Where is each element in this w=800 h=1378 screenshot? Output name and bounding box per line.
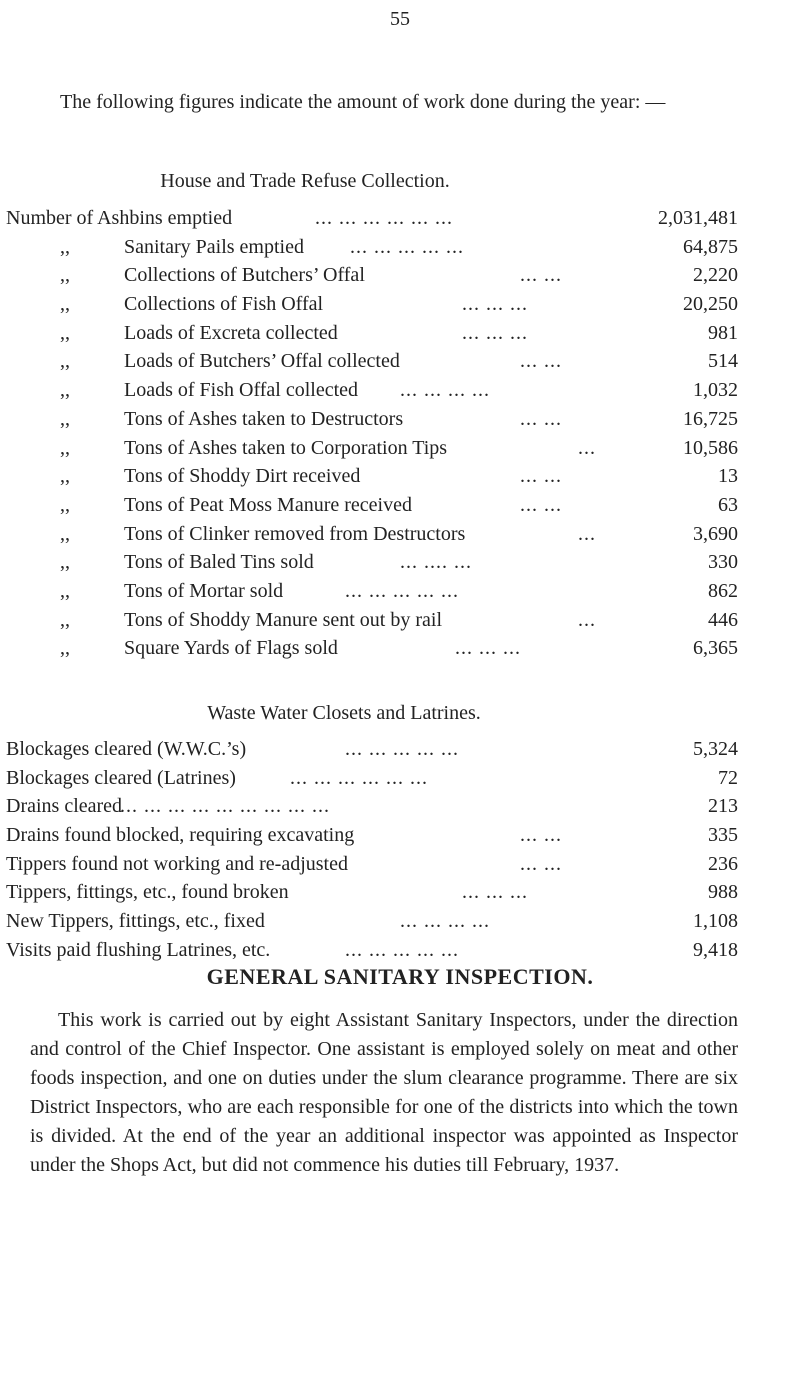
leader-dots: ... .... ... — [400, 551, 472, 574]
leader-dots: ... ... — [520, 493, 562, 516]
page-number: 55 — [390, 8, 410, 30]
leader-dots: ... ... — [520, 465, 562, 488]
table-row — [0, 606, 800, 635]
table-row — [0, 462, 800, 491]
leader-dots: ... ... — [520, 264, 562, 287]
leader-dots: ... ... ... — [462, 293, 528, 316]
leader-dots: ... ... ... ... — [400, 379, 490, 402]
row-label: Tippers found not working and re-adjusted — [6, 852, 348, 875]
wc-table — [0, 735, 800, 965]
table-row — [0, 491, 800, 520]
table-row — [0, 347, 800, 376]
table-row — [0, 233, 800, 262]
table-row — [0, 936, 800, 965]
row-label: Tippers, fittings, etc., found broken — [6, 881, 289, 904]
row-label: Drains cleared — [6, 795, 123, 818]
row-value: 3,690 — [693, 522, 738, 545]
ditto-mark: ,, — [60, 379, 70, 402]
row-label: Loads of Excreta collected — [124, 321, 338, 344]
table-row — [0, 261, 800, 290]
leader-dots: ... ... ... — [455, 637, 521, 660]
row-value: 20,250 — [683, 293, 738, 316]
row-value: 514 — [708, 350, 738, 373]
leader-dots: ... ... ... ... ... — [350, 235, 464, 258]
ditto-mark: ,, — [60, 522, 70, 545]
row-value: 2,031,481 — [658, 207, 738, 229]
table-row — [0, 850, 800, 879]
leader-dots: ... ... — [520, 852, 562, 875]
row-label: Tons of Baled Tins sold — [124, 551, 314, 574]
row-value: 862 — [708, 579, 738, 602]
leader-dots: ... ... ... ... ... ... — [290, 766, 428, 789]
intro-text: The following figures indicate the amount of work done during the year: — — [60, 91, 666, 113]
row-value: 10,586 — [683, 436, 738, 459]
ditto-mark: ,, — [60, 436, 70, 459]
row-label: Loads of Butchers’ Offal collected — [124, 350, 400, 373]
row-label: Square Yards of Flags sold — [124, 637, 338, 660]
table-row — [0, 792, 800, 821]
row-value: 63 — [718, 493, 738, 516]
row-label: Blockages cleared (W.W.C.’s) — [6, 738, 247, 760]
row-label: Number of Ashbins emptied — [6, 207, 233, 229]
row-label: New Tippers, fittings, etc., fixed — [6, 910, 265, 933]
row-value: 330 — [708, 551, 738, 574]
row-label: Tons of Ashes taken to Destructors — [124, 407, 404, 430]
wc-section-heading: Waste Water Closets and Latrines. — [207, 702, 481, 724]
row-value: 2,220 — [693, 264, 738, 287]
row-label: Tons of Ashes taken to Corporation Tips — [124, 436, 448, 459]
table-row — [0, 434, 800, 463]
row-value: 446 — [708, 608, 738, 631]
row-value: 988 — [708, 881, 738, 904]
table-row — [0, 405, 800, 434]
ditto-mark: ,, — [60, 235, 70, 258]
row-label: Tons of Shoddy Dirt received — [124, 465, 361, 488]
table-row — [0, 319, 800, 348]
table-row — [0, 577, 800, 606]
row-value: 335 — [708, 824, 738, 847]
ditto-mark: ,, — [60, 637, 70, 660]
leader-dots: ... ... ... ... ... — [345, 938, 459, 961]
general-body-text — [30, 1006, 738, 1180]
table-row — [0, 764, 800, 793]
row-value: 72 — [718, 766, 738, 789]
table-row — [0, 290, 800, 319]
row-value: 213 — [708, 795, 738, 818]
leader-dots: ... ... — [520, 407, 562, 430]
row-value: 13 — [718, 465, 738, 488]
leader-dots: ... ... ... — [462, 881, 528, 904]
refuse-table — [0, 204, 800, 663]
row-label: Tons of Shoddy Manure sent out by rail — [124, 608, 443, 631]
general-sanitary-heading: GENERAL SANITARY INSPECTION. — [206, 964, 594, 989]
table-row — [0, 735, 800, 764]
ditto-mark: ,, — [60, 321, 70, 344]
row-value: 6,365 — [693, 637, 738, 660]
row-label: Collections of Butchers’ Offal — [124, 264, 365, 287]
leader-dots: ... ... ... ... ... — [345, 738, 459, 760]
ditto-mark: ,, — [60, 493, 70, 516]
row-label: Loads of Fish Offal collected — [124, 379, 359, 402]
leader-dots: ... ... — [520, 824, 562, 847]
leader-dots: ... ... ... ... ... ... ... ... ... — [120, 795, 330, 818]
ditto-mark: ,, — [60, 551, 70, 574]
ditto-mark: ,, — [60, 579, 70, 602]
row-value: 64,875 — [683, 235, 738, 258]
table-row — [0, 907, 800, 936]
leader-dots: ... ... ... ... — [400, 910, 490, 933]
table-row — [0, 548, 800, 577]
row-value: 9,418 — [693, 938, 738, 961]
table-row — [0, 204, 800, 233]
ditto-mark: ,, — [60, 350, 70, 373]
ditto-mark: ,, — [60, 264, 70, 287]
leader-dots: ... — [578, 436, 596, 459]
row-label: Tons of Clinker removed from Destructors — [124, 522, 466, 545]
ditto-mark: ,, — [60, 465, 70, 488]
leader-dots: ... ... — [520, 350, 562, 373]
refuse-section-heading: House and Trade Refuse Collection. — [160, 170, 450, 192]
table-row — [0, 821, 800, 850]
row-value: 16,725 — [683, 407, 738, 430]
row-value: 236 — [708, 852, 738, 875]
row-value: 5,324 — [693, 738, 738, 760]
row-label: Blockages cleared (Latrines) — [6, 766, 236, 789]
ditto-mark: ,, — [60, 407, 70, 430]
ditto-mark: ,, — [60, 608, 70, 631]
table-row — [0, 878, 800, 907]
leader-dots: ... ... ... — [462, 321, 528, 344]
row-value: 981 — [708, 321, 738, 344]
leader-dots: ... ... ... ... ... — [345, 579, 459, 602]
row-label: Tons of Mortar sold — [124, 579, 284, 602]
row-label: Collections of Fish Offal — [124, 293, 324, 316]
row-value: 1,032 — [693, 379, 738, 402]
table-row — [0, 520, 800, 549]
row-value: 1,108 — [693, 910, 738, 933]
leader-dots: ... — [578, 522, 596, 545]
row-label: Visits paid flushing Latrines, etc. — [6, 938, 271, 961]
leader-dots: ... — [578, 608, 596, 631]
ditto-mark: ,, — [60, 293, 70, 316]
row-label: Sanitary Pails emptied — [124, 235, 304, 258]
table-row — [0, 376, 800, 405]
table-row — [0, 634, 800, 663]
leader-dots: ... ... ... ... ... ... — [315, 207, 453, 229]
paragraph: This work is carried out by eight Assistant Sanitary Inspectors, under the direction and control of the Chief Inspector. One assistant is employed solely on meat and other foods inspection, and one on duties under the slum clearance programme. There are six District Inspectors, who are each responsible for one of the districts into which the town is divided. At the end of the year an additional inspector was appointed as Inspector under the Shops Act, but did not commence his duties till February, 1937. — [30, 1009, 738, 1176]
row-label: Tons of Peat Moss Manure received — [124, 493, 412, 516]
row-label: Drains found blocked, requiring excavating — [6, 824, 355, 847]
